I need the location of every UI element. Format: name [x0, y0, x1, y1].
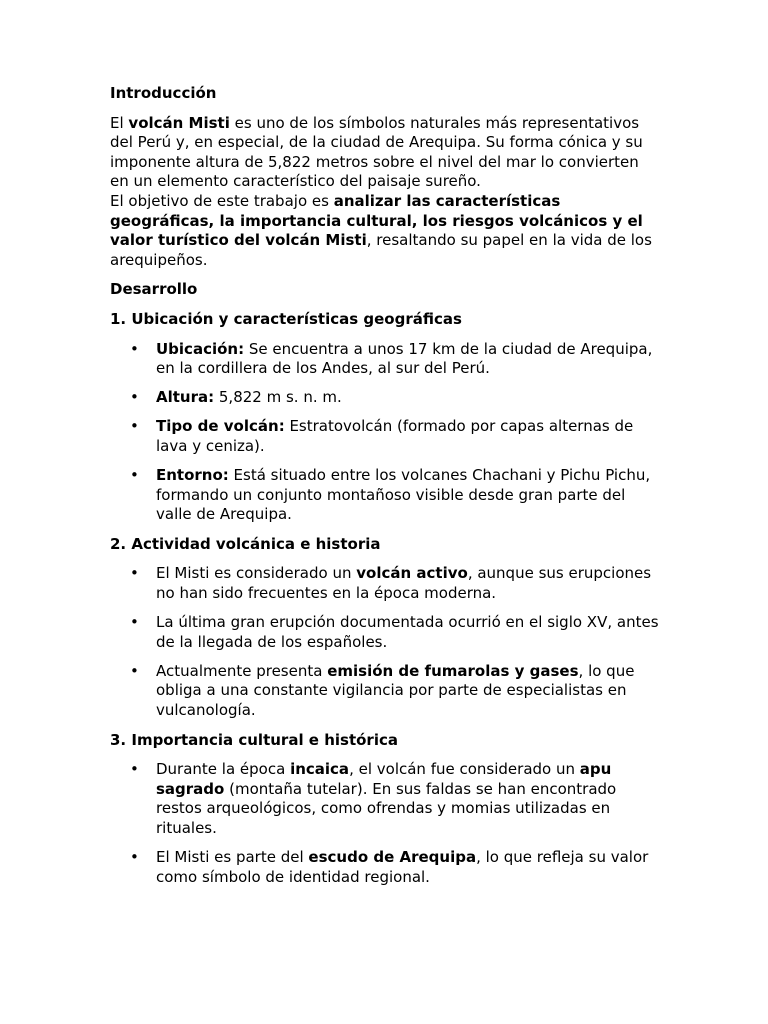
- list-item: [110, 340, 662, 379]
- item-label: Ubicación:: [156, 339, 245, 358]
- item-text-post: (montaña tutelar). En sus faldas se han encontrado restos arqueológicos, como ofrendas y momias utilizadas en rituales.: [156, 779, 617, 837]
- item-text-pre: Durante la época: [156, 760, 291, 779]
- section2-heading: 2. Actividad volcánica e historia: [110, 534, 381, 553]
- intro-heading: Introducción: [110, 84, 217, 102]
- item-text-pre: Actualmente presenta: [156, 661, 328, 680]
- bullet-icon: •: [130, 760, 139, 779]
- intro-p1-bold: volcán Misti: [128, 113, 230, 132]
- item-text: Se encuentra a unos 17 km de la ciudad de Arequipa, en la cordillera de los Andes, al sur del Perú.: [156, 339, 653, 378]
- item-text: 5,822 m s. n. m.: [214, 388, 342, 407]
- item-text-pre: El Misti es considerado un: [156, 564, 357, 583]
- item-text-pre: La última gran erupción documentada ocurrió en el siglo XV, antes de la llegada de los españoles.: [156, 613, 659, 651]
- bullet-icon: •: [130, 564, 139, 583]
- item-bold: emisión de fumarolas y gases: [327, 661, 579, 680]
- bullet-icon: •: [130, 848, 139, 866]
- desarrollo-heading: Desarrollo: [110, 280, 198, 299]
- intro-p2-post: , resaltando su papel en la vida de los arequipeños.: [110, 231, 652, 269]
- intro-p2-bold: analizar las características geográficas, la importancia cultural, los riesgos volcánicos y el valor turístico del volcán Misti: [110, 191, 643, 250]
- list-item: [110, 760, 662, 838]
- list-item: [110, 466, 662, 525]
- item-text-post: , lo que refleja su valor como símbolo de identidad regional.: [156, 848, 649, 886]
- bullet-icon: •: [130, 466, 139, 484]
- item-label: Tipo de volcán:: [156, 417, 285, 436]
- item-text-pre: El Misti es parte del: [156, 848, 309, 866]
- list-item: [110, 417, 662, 456]
- item-bold: incaica: [290, 760, 350, 779]
- intro-p2-pre: El objetivo de este trabajo es: [110, 191, 334, 210]
- item-text-post: , aunque sus erupciones no han sido frecuentes en la época moderna.: [156, 564, 652, 602]
- section1-heading: 1. Ubicación y características geográficas: [110, 309, 462, 328]
- bullet-icon: •: [130, 388, 139, 407]
- list-item: [110, 564, 662, 603]
- item-text-mid: , el volcán fue considerado un: [349, 760, 580, 779]
- bullet-icon: •: [130, 417, 139, 436]
- section1-list: [110, 340, 662, 525]
- list-item: [110, 388, 662, 408]
- intro-paragraph: [110, 114, 662, 271]
- item-label: Entorno:: [156, 466, 229, 484]
- item-text: Estratovolcán (formado por capas alternas de lava y ceniza).: [156, 417, 634, 455]
- document-page: [110, 84, 662, 897]
- list-item: [110, 662, 662, 721]
- section3-heading: 3. Importancia cultural e histórica: [110, 730, 398, 749]
- bullet-icon: •: [130, 613, 139, 632]
- intro-p1-pre: El: [110, 113, 129, 132]
- item-text: Está situado entre los volcanes Chachani y Pichu Pichu, formando un conjunto montañoso visible desde gran parte del valle de Arequipa.: [156, 466, 651, 524]
- item-bold: volcán activo: [356, 564, 468, 583]
- list-item: [110, 848, 662, 887]
- list-item: [110, 613, 662, 652]
- bullet-icon: •: [130, 661, 139, 680]
- section2-list: [110, 564, 662, 720]
- section3-list: [110, 760, 662, 887]
- intro-p1-post: es uno de los símbolos naturales más representativos del Perú y, en especial, de la ciudad de Arequipa. Su forma cónica y su imponente altura de 5,822 metros sobre el nivel del mar lo convierten en un elemento característico del paisaje sureño.: [110, 113, 643, 191]
- item-bold: escudo de Arequipa: [308, 848, 477, 866]
- item-bold-2: apu sagrado: [156, 760, 612, 798]
- item-text-post: , lo que obliga a una constante vigilancia por parte de especialistas en vulcanología.: [156, 661, 635, 719]
- bullet-icon: •: [130, 339, 139, 358]
- item-label: Altura:: [156, 388, 215, 407]
